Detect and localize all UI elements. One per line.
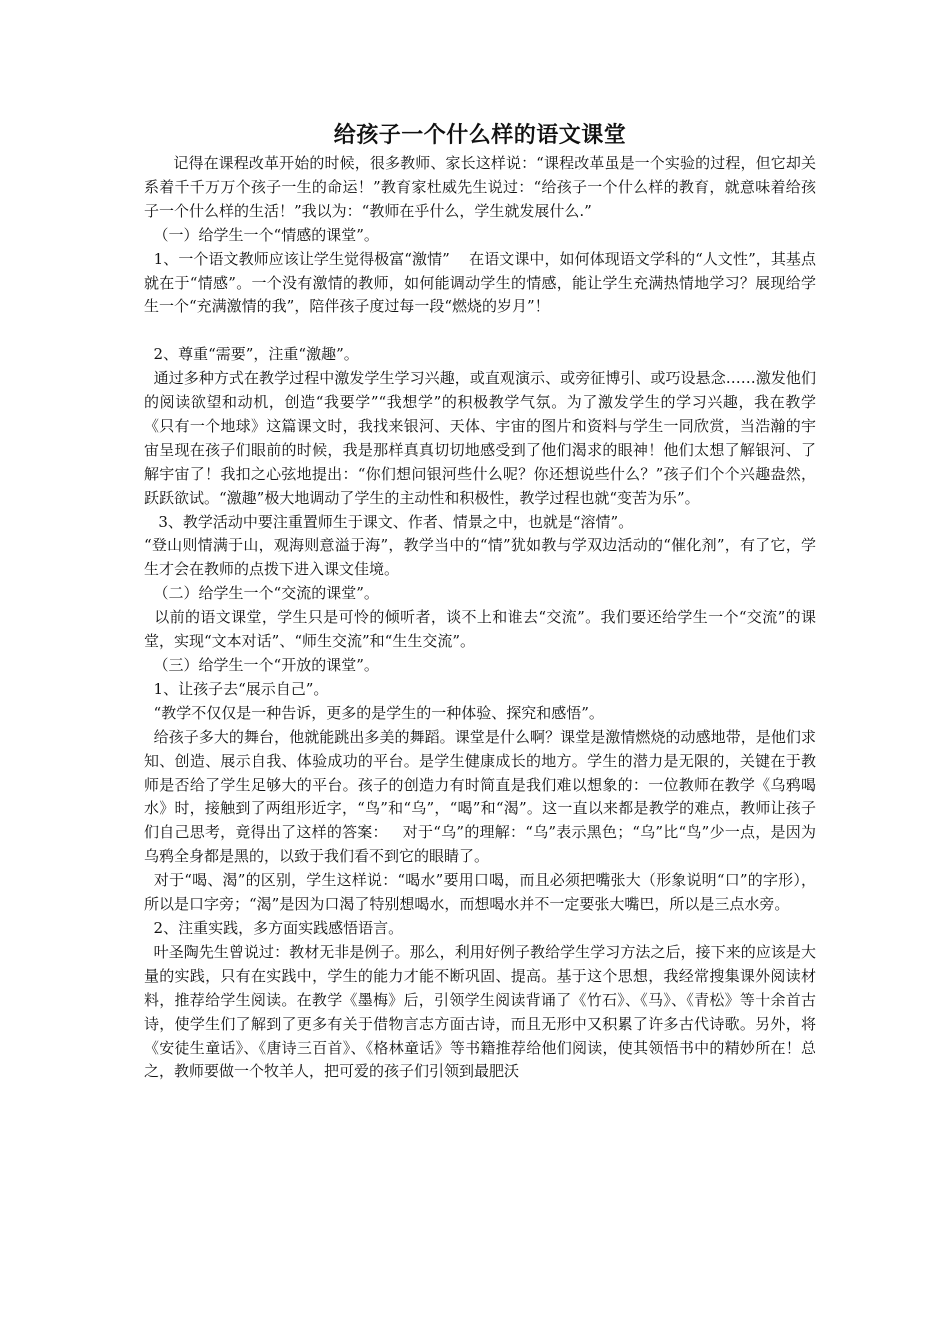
body-paragraph: （二）给学生一个“交流的课堂”。 [144, 584, 379, 603]
body-paragraph: 1、一个语文教师应该让学生觉得极富“激情” 在语文课中，如何体现语文学科的“人文性”，其基点就在于“情感”。一个没有激情的教师，如何能调动学生的情感，能让学生充满热情地学习？展现给学生一个“充满激情的我”，陪伴孩子度过每一段“燃烧的岁月”！ [144, 249, 816, 316]
body-paragraph: 2、注重实践，多方面实践感悟语言。 [144, 918, 404, 937]
document-body [144, 152, 816, 1084]
body-paragraph: 以前的语文课堂，学生只是可怜的倾听者，谈不上和谁去“交流”。我们要还给学生一个“交流”的课堂，实现“文本对话”、“师生交流”和“生生交流”。 [144, 608, 816, 651]
body-paragraph: 通过多种方式在教学过程中激发学生学习兴趣，或直观演示、或旁征博引、或巧设悬念……激发他们的阅读欲望和动机，创造“我要学”“我想学”的积极教学气氛。为了激发学生的学习兴趣，我在教学《只有一个地球》这篇课文时，我找来银河、天体、宇宙的图片和资料与学生一同欣赏，当浩瀚的宇宙呈现在孩子们眼前的时候，我是那样真真切切地感受到了他们渴求的眼神！他们太想了解银河、了解宇宙了！我扣之心弦地提出：“你们想问银河些什么呢？你还想说些什么？”孩子们个个兴趣盎然，跃跃欲试。“激趣”极大地调动了学生的主动性和积极性，教学过程也就“变苦为乐”。 [144, 369, 816, 507]
body-paragraph: 记得在课程改革开始的时候，很多教师、家长这样说：“课程改革虽是一个实验的过程，但它却关系着千千万万个孩子一生的命运！”教育家杜威先生说过：“给孩子一个什么样的教育，就意味着给孩子一个什么样的生活！”我以为：“教师在乎什么，学生就发展什么.” [144, 154, 816, 220]
body-paragraph: “教学不仅仅是一种告诉，更多的是学生的一种体验、探究和感悟”。 [144, 703, 604, 722]
blank-line [144, 319, 816, 343]
body-paragraph: 对于“喝、渴”的区别，学生这样说：“喝水”要用口喝，而且必须把嘴张大（形象说明“口”的字形），所以是口字旁；“渴”是因为口渴了特别想喝水，而想喝水并不一定要张大嘴巴，所以是三点水旁。 [144, 871, 817, 914]
body-paragraph: 3、教学活动中要注重置师生于课文、作者、情景之中，也就是“溶情”。 [144, 512, 634, 531]
body-paragraph: 给孩子多大的舞台，他就能跳出多美的舞蹈。课堂是什么啊？课堂是激情燃烧的动感地带，是他们求知、创造、展示自我、体验成功的平台。是学生健康成长的地方。学生的潜力是无限的，关键在于教师是否给了学生足够大的平台。孩子的创造力有时简直是我们难以想象的：一位教师在教学《乌鸦喝水》时，接触到了两组形近字，“鸟”和“乌”，“喝”和“渴”。这一直以来都是教学的难点，教师让孩子们自己思考，竟得出了这样的答案： 对于“乌”的理解：“乌”表示黑色；“乌”比“鸟”少一点，是因为乌鸦全身都是黑的，以致于我们看不到它的眼睛了。 [144, 727, 816, 866]
body-paragraph: 叶圣陶先生曾说过：教材无非是例子。那么，利用好例子教给学生学习方法之后，接下来的应该是大量的实践，只有在实践中，学生的能力才能不断巩固、提高。基于这个思想，我经常搜集课外阅读材料，推荐给学生阅读。在教学《墨梅》后，引领学生阅读背诵了《竹石》、《马》、《青松》等十余首古诗，使学生们了解到了更多有关于借物言志方面古诗，而且无形中又积累了许多古代诗歌。另外，将《安徒生童话》、《唐诗三百首》、《格林童话》等书籍推荐给他们阅读，使其领悟书中的精妙所在！总之，教师要做一个牧羊人，把可爱的孩子们引领到最肥沃 [144, 942, 816, 1081]
body-paragraph: （一）给学生一个“情感的课堂”。 [144, 225, 379, 244]
body-paragraph: （三）给学生一个“开放的课堂”。 [144, 656, 379, 675]
body-paragraph: 2、尊重“需要”，注重“激趣”。 [144, 345, 359, 364]
document-title: 给孩子一个什么样的语文课堂 [333, 122, 627, 148]
body-paragraph: 1、让孩子去“展示自己”。 [144, 679, 329, 698]
body-paragraph: “登山则情满于山，观海则意溢于海”，教学当中的“情”犹如教与学双边活动的“催化剂”，有了它，学生才会在教师的点拨下进入课文佳境。 [144, 536, 816, 579]
